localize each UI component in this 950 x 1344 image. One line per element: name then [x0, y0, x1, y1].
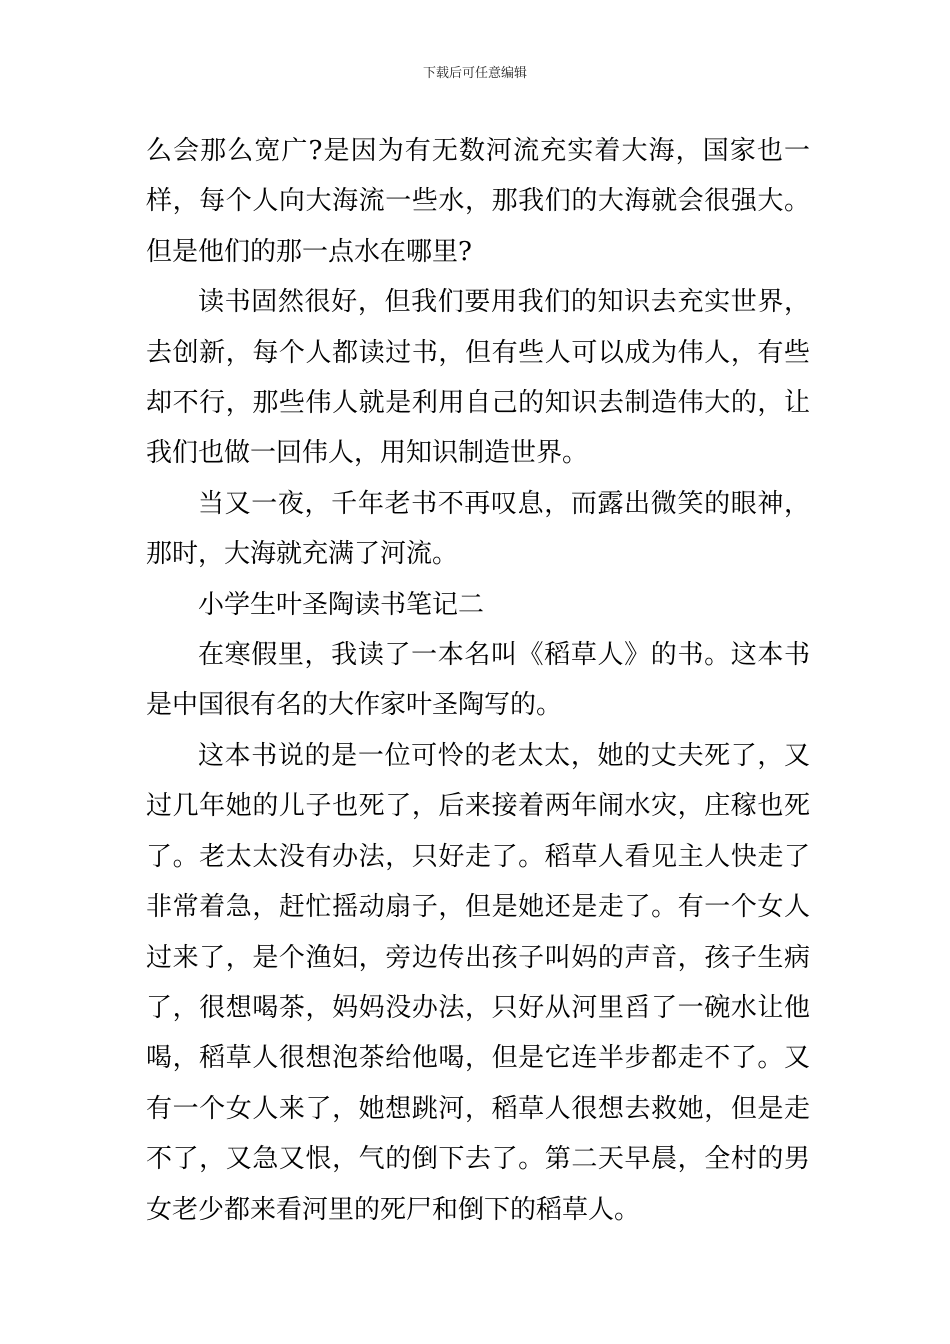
- paragraph-continuation: 么会那么宽广?是因为有无数河流充实着大海，国家也一样，每个人向大海流一些水，那我们的大海就会很强大。但是他们的那一点水在哪里?: [146, 136, 810, 267]
- page-header: 下载后可任意编辑: [422, 66, 527, 81]
- paragraph-story-summary: 这本书说的是一位可怜的老太太，她的丈夫死了，又过几年她的儿子也死了，后来接着两年闹水灾，庄稼也死了。老太太没有办法，只好走了。稻草人看见主人快走了非常着急，赶忙摇动扇子，但是她还是走了。有一个女人过来了，是个渔妇，旁边传出孩子叫妈的声音，孩子生病了，很想喝茶，妈妈没办法，只好从河里舀了一碗水让他喝，稻草人很想泡茶给他喝，但是它连半步都走不了。又有一个女人来了，她想跳河，稻草人很想去救她，但是走不了，又急又恨，气的倒下去了。第二天早晨，全村的男女老少都来看河里的死尸和倒下的稻草人。: [146, 740, 810, 1225]
- document-body: [146, 126, 810, 1235]
- paragraph-closing: 当又一夜，千年老书不再叹息，而露出微笑的眼神，那时，大海就充满了河流。: [146, 488, 810, 570]
- section-title: 小学生叶圣陶读书笔记二: [198, 589, 485, 620]
- paragraph-reading-reflection: 读书固然很好，但我们要用我们的知识去充实世界，去创新，每个人都读过书，但有些人可以成为伟人，有些却不行，那些伟人就是利用自己的知识去制造伟大的，让我们也做一回伟人，用知识制造世界。: [146, 287, 810, 469]
- paragraph-book-intro: 在寒假里，我读了一本名叫《稻草人》的书。这本书是中国很有名的大作家叶圣陶写的。: [146, 640, 810, 721]
